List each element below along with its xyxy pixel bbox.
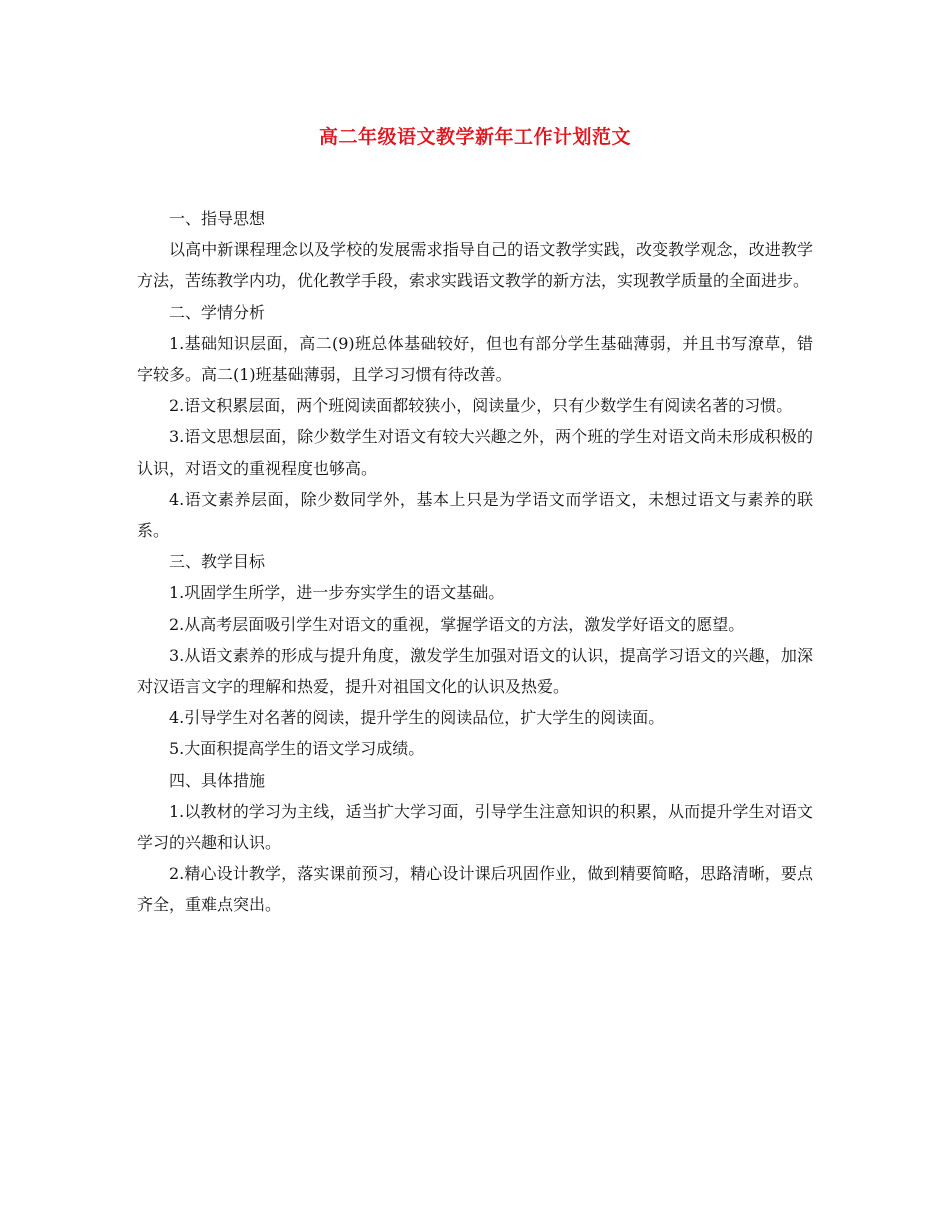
paragraph-analysis-thinking: 3.语文思想层面，除少数学生对语文有较大兴趣之外，两个班的学生对语文尚未形成积极的认识，对语文的重视程度也够高。 <box>137 427 813 478</box>
section-heading-student-analysis: 二、学情分析 <box>169 302 266 322</box>
paragraph-analysis-literacy: 4.语文素养层面，除少数同学外，基本上只是为学语文而学语文，未想过语文与素养的联系。 <box>137 489 813 541</box>
paragraph-analysis-accumulation: 2.语文积累层面，两个班阅读面都较狭小，阅读量少，只有少数学生有阅读名著的习惯。 <box>169 396 793 416</box>
section-heading-teaching-goals: 三、教学目标 <box>169 552 266 572</box>
paragraph-measure-1: 1.以教材的学习为主线，适当扩大学习面，引导学生注意知识的积累，从而提升学生对语文学习的兴趣和认识。 <box>137 801 813 853</box>
document-title: 高二年级语文教学新年工作计划范文 <box>318 126 631 148</box>
paragraph-guiding-ideology: 以高中新课程理念以及学校的发展需求指导自己的语文教学实践，改变教学观念，改进教学方法，苦练教学内功，优化教学手段，索求实践语文教学的新方法，实现教学质量的全面进步。 <box>137 240 813 291</box>
section-heading-specific-measures: 四、具体措施 <box>169 770 266 790</box>
paragraph-analysis-basic-knowledge: 1.基础知识层面，高二(9)班总体基础较好，但也有部分学生基础薄弱，并且书写潦草，错字较多。高二(1)班基础薄弱，且学习习惯有待改善。 <box>137 333 813 385</box>
paragraph-goal-4: 4.引导学生对名著的阅读，提升学生的阅读品位，扩大学生的阅读面。 <box>169 708 665 728</box>
paragraph-goal-3: 3.从语文素养的形成与提升角度，激发学生加强对语文的认识，提高学习语文的兴趣，加深对汉语言文字的理解和热爱，提升对祖国文化的认识及热爱。 <box>137 645 813 697</box>
paragraph-goal-1: 1.巩固学生所学，进一步夯实学生的语文基础。 <box>169 583 505 603</box>
paragraph-goal-2: 2.从高考层面吸引学生对语文的重视，掌握学语文的方法，激发学好语文的愿望。 <box>169 614 745 634</box>
section-heading-guiding-ideology: 一、指导思想 <box>169 209 266 228</box>
paragraph-goal-5: 5.大面积提高学生的语文学习成绩。 <box>169 739 425 759</box>
paragraph-measure-2: 2.精心设计教学，落实课前预习，精心设计课后巩固作业，做到精要简略，思路清晰，要点齐全，重难点突出。 <box>137 864 813 915</box>
